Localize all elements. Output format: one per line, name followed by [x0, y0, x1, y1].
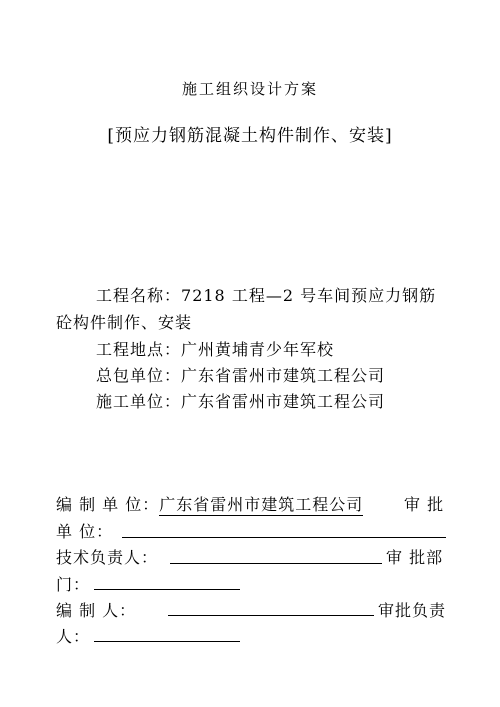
approval-lead-label-part2: 人：: [56, 627, 91, 646]
construction-unit-row: [96, 389, 385, 412]
document-subtitle: [预应力钢筋混凝土构件制作、安装]: [107, 126, 393, 146]
tech-lead-label: 技术负责人：: [56, 548, 159, 567]
preparer-signature-line: [168, 615, 374, 616]
approval-lead-label-part1: 审批负责: [378, 601, 447, 620]
approval-dept-label-part1: 审 批部: [386, 548, 444, 567]
approval-unit-label-part2: 单 位：: [56, 522, 114, 541]
tech-lead-signature-line: [170, 563, 382, 564]
project-location-value: 广州黄埔青少年军校: [181, 340, 335, 359]
project-location-row: [96, 337, 334, 360]
project-name-label: 工程名称：: [96, 286, 182, 305]
construction-unit-value: 广东省雷州市建筑工程公司: [181, 392, 386, 411]
document-title: 施工组织设计方案: [181, 80, 318, 98]
project-location-label: 工程地点：: [96, 340, 182, 359]
general-contractor-value: 广东省雷州市建筑工程公司: [181, 366, 386, 385]
prepared-unit-value: 广东省雷州市建筑工程公司: [159, 495, 364, 514]
approval-dept-label-part2: 门：: [56, 575, 91, 594]
approval-lead-signature-line: [94, 641, 240, 642]
project-name-value: 7218 工程—2 号车间预应力钢筋: [181, 286, 437, 305]
general-contractor-label: 总包单位：: [96, 366, 182, 385]
approval-dept-signature-line: [94, 589, 240, 590]
preparer-label: 编 制 人：: [56, 601, 137, 620]
general-contractor-row: [96, 363, 385, 386]
approval-unit-signature-line: [122, 537, 446, 538]
construction-unit-label: 施工单位：: [96, 392, 182, 411]
prepared-unit-label: 编 制 单 位：: [56, 495, 160, 514]
approval-unit-label-part1: 审 批: [404, 495, 445, 514]
project-name-continuation: 砼构件制作、安装: [56, 313, 193, 332]
project-name-row: [96, 283, 436, 306]
prepared-unit-row: [56, 492, 363, 515]
